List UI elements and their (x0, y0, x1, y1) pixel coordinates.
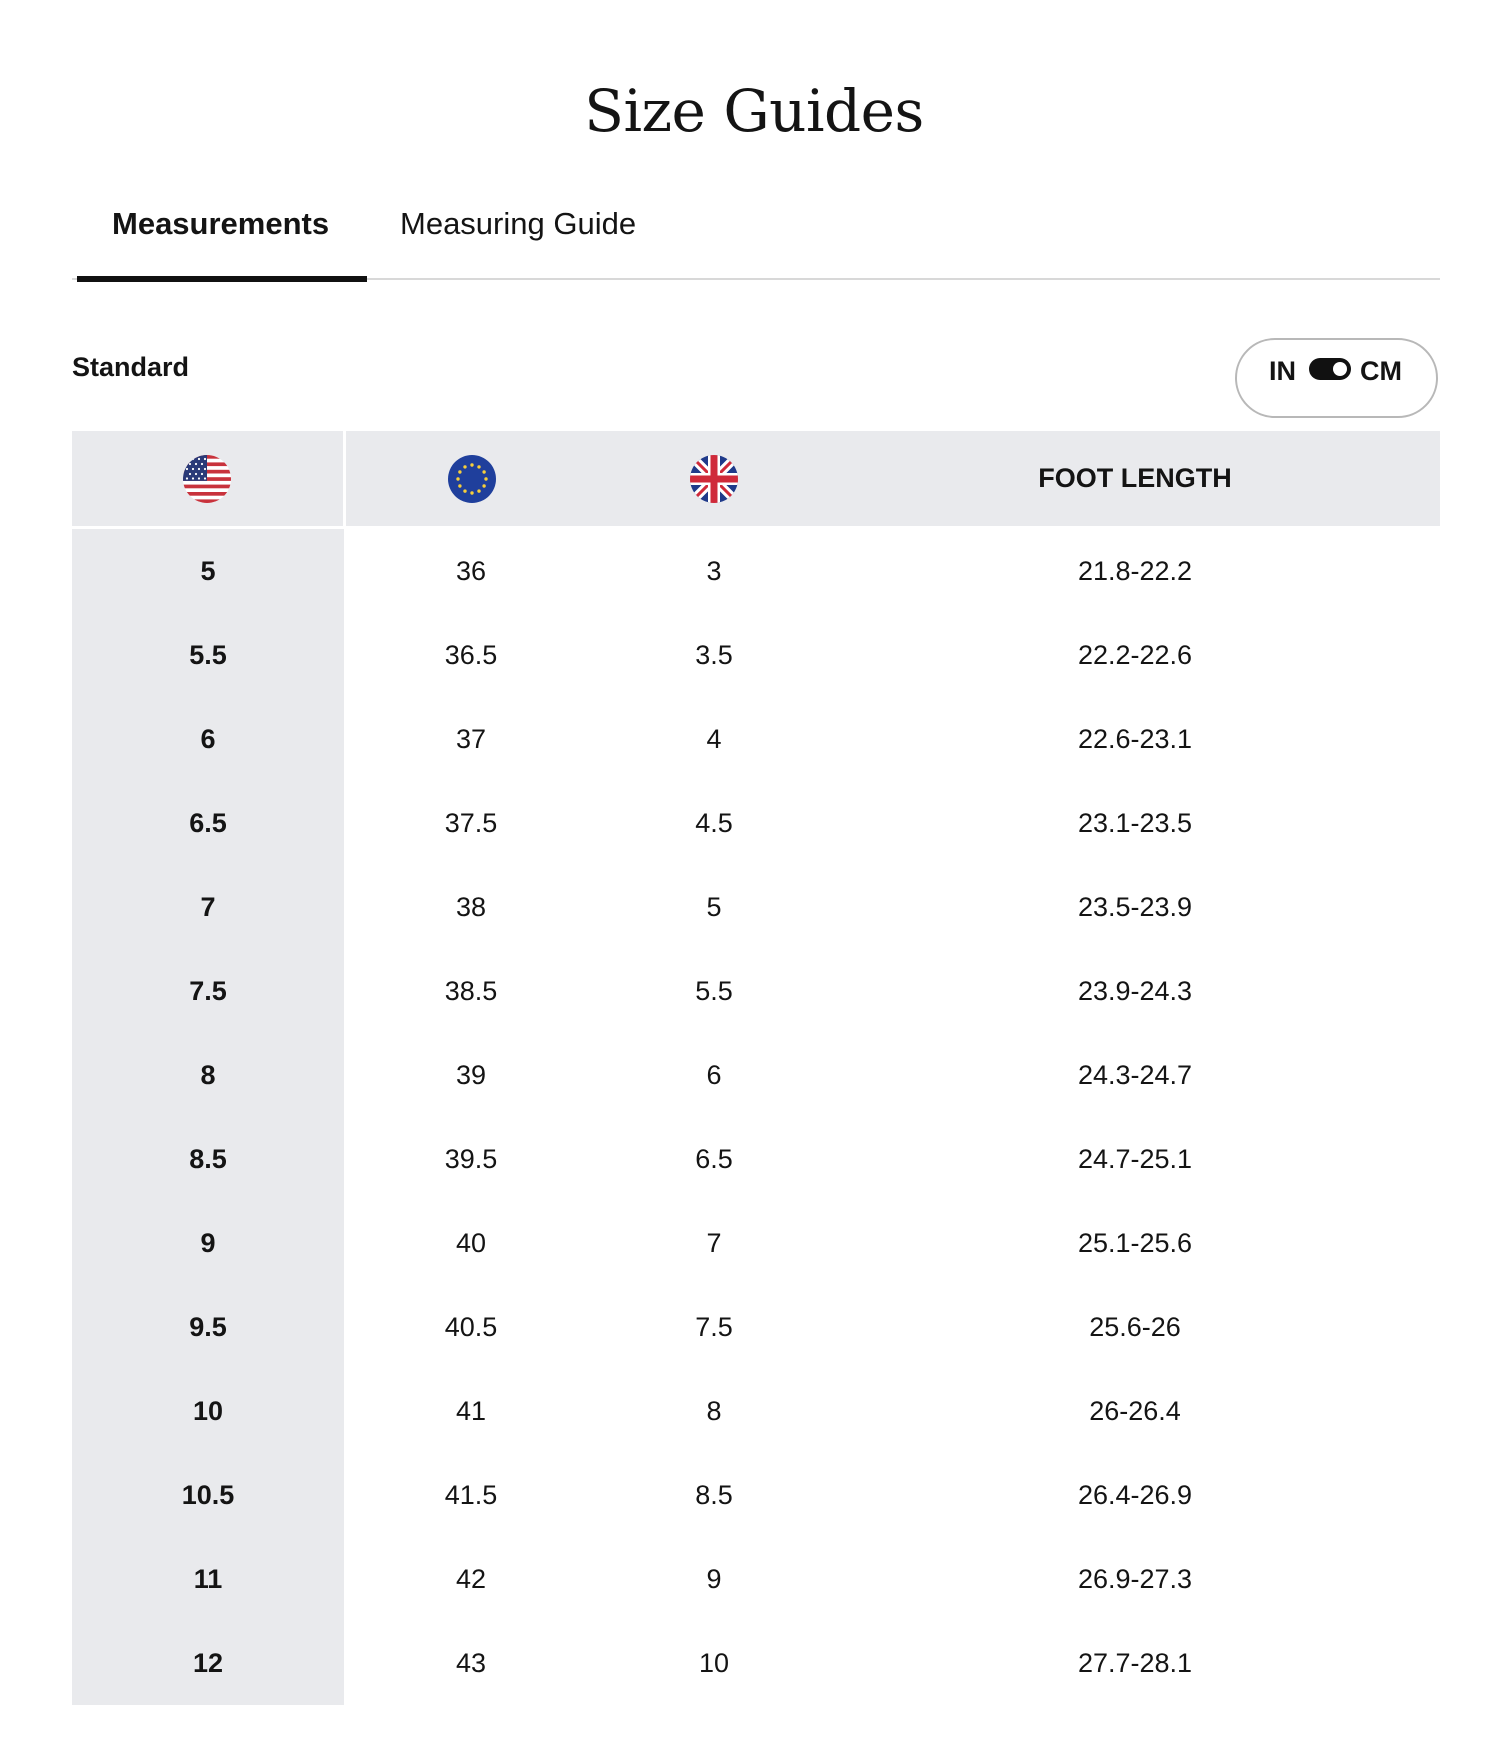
table-row (72, 1369, 1440, 1453)
table-row (72, 613, 1440, 697)
unit-cm-label[interactable]: CM (1360, 356, 1402, 386)
table-row (72, 1621, 1440, 1705)
foot-length-cell: 22.6-23.1 (1077, 723, 1193, 754)
tab-measurements[interactable] (112, 204, 329, 244)
eu-size-cell: 40.5 (444, 1311, 498, 1342)
foot-length-cell: 23.5-23.9 (1077, 891, 1193, 922)
column-header-eu (344, 431, 598, 528)
foot-length-cell: 25.6-26 (1089, 1311, 1181, 1342)
table-row (72, 1117, 1440, 1201)
us-flag-icon (183, 455, 231, 503)
eu-size-cell: 42 (455, 1563, 487, 1594)
us-size-cell: 10 (72, 1369, 344, 1453)
eu-size-cell: 37.5 (444, 807, 498, 838)
uk-size-cell: 3.5 (695, 639, 733, 670)
us-size-cell: 10.5 (72, 1453, 344, 1537)
tab-measurements-label: Measurements (112, 206, 330, 241)
eu-flag-icon (448, 455, 496, 503)
tab-bar (72, 196, 1440, 280)
section-label: Standard (72, 352, 190, 382)
foot-length-cell: 27.7-28.1 (1077, 1647, 1193, 1678)
foot-length-cell: 26-26.4 (1089, 1395, 1181, 1426)
us-size-cell: 11 (72, 1537, 344, 1621)
page-title: Size Guides (584, 77, 924, 145)
table-row (72, 1453, 1440, 1537)
unit-switch-knob (1333, 362, 1347, 376)
us-size-cell: 8.5 (72, 1117, 344, 1201)
eu-size-cell: 41.5 (444, 1479, 498, 1510)
foot-length-cell: 24.3-24.7 (1077, 1059, 1193, 1090)
unit-toggle[interactable] (1235, 338, 1438, 418)
us-size-cell: 6.5 (72, 781, 344, 865)
eu-size-cell: 43 (455, 1647, 487, 1678)
size-table (72, 431, 1440, 1705)
eu-size-cell: 36.5 (444, 639, 498, 670)
tab-measuring-guide-label: Measuring Guide (400, 206, 637, 241)
table-header-row (72, 431, 1440, 528)
foot-length-cell: 23.9-24.3 (1077, 975, 1193, 1006)
table-row (72, 1285, 1440, 1369)
table-row (72, 781, 1440, 865)
table-row (72, 1201, 1440, 1285)
column-header-uk (598, 431, 830, 528)
uk-size-cell: 4.5 (695, 807, 733, 838)
table-row (72, 865, 1440, 949)
uk-size-cell: 8.5 (695, 1479, 733, 1510)
eu-size-cell: 38.5 (444, 975, 498, 1006)
table-row (72, 528, 1440, 614)
us-size-cell: 9.5 (72, 1285, 344, 1369)
eu-size-cell: 36 (344, 528, 598, 614)
foot-length-cell: 26.4-26.9 (1077, 1479, 1193, 1510)
uk-size-cell: 9 (706, 1563, 722, 1594)
uk-size-cell: 10 (698, 1647, 730, 1678)
foot-length-cell: 24.7-25.1 (1077, 1143, 1193, 1174)
us-size-cell: 8 (72, 1033, 344, 1117)
uk-size-cell: 3 (598, 528, 830, 614)
eu-size-cell: 39.5 (444, 1143, 498, 1174)
foot-length-cell: 25.1-25.6 (1077, 1227, 1193, 1258)
us-size-cell: 5 (72, 528, 344, 614)
us-size-cell: 7 (72, 865, 344, 949)
us-size-cell: 12 (72, 1621, 344, 1705)
uk-size-cell: 6.5 (695, 1143, 733, 1174)
unit-switch[interactable] (1309, 358, 1351, 380)
foot-length-cell: 22.2-22.6 (1077, 639, 1193, 670)
uk-size-cell: 5 (706, 891, 722, 922)
uk-flag-icon (690, 455, 738, 503)
table-row (72, 1033, 1440, 1117)
table-row (72, 1537, 1440, 1621)
foot-length-cell: 23.1-23.5 (1077, 807, 1193, 838)
table-row (72, 949, 1440, 1033)
eu-size-cell: 38 (455, 891, 487, 922)
uk-size-cell: 7 (706, 1227, 722, 1258)
eu-size-cell: 41 (455, 1395, 487, 1426)
tab-measuring-guide[interactable] (400, 204, 636, 244)
uk-size-cell: 4 (706, 723, 722, 754)
eu-size-cell: 37 (455, 723, 487, 754)
uk-size-cell: 8 (706, 1395, 722, 1426)
foot-length-cell: 26.9-27.3 (1077, 1563, 1193, 1594)
foot-length-cell: 21.8-22.2 (830, 528, 1440, 614)
uk-size-cell: 7.5 (695, 1311, 733, 1342)
us-size-cell: 7.5 (72, 949, 344, 1033)
us-size-cell: 5.5 (72, 613, 344, 697)
eu-size-cell: 40 (455, 1227, 487, 1258)
table-row (72, 697, 1440, 781)
eu-size-cell: 39 (455, 1059, 487, 1090)
us-size-cell: 9 (72, 1201, 344, 1285)
uk-size-cell: 5.5 (695, 975, 733, 1006)
active-tab-indicator (77, 276, 367, 282)
us-size-cell: 6 (72, 697, 344, 781)
unit-in-label[interactable]: IN (1269, 356, 1296, 386)
uk-size-cell: 6 (706, 1059, 722, 1090)
column-header-foot-length: FOOT LENGTH (830, 431, 1440, 528)
column-header-us (72, 431, 344, 528)
